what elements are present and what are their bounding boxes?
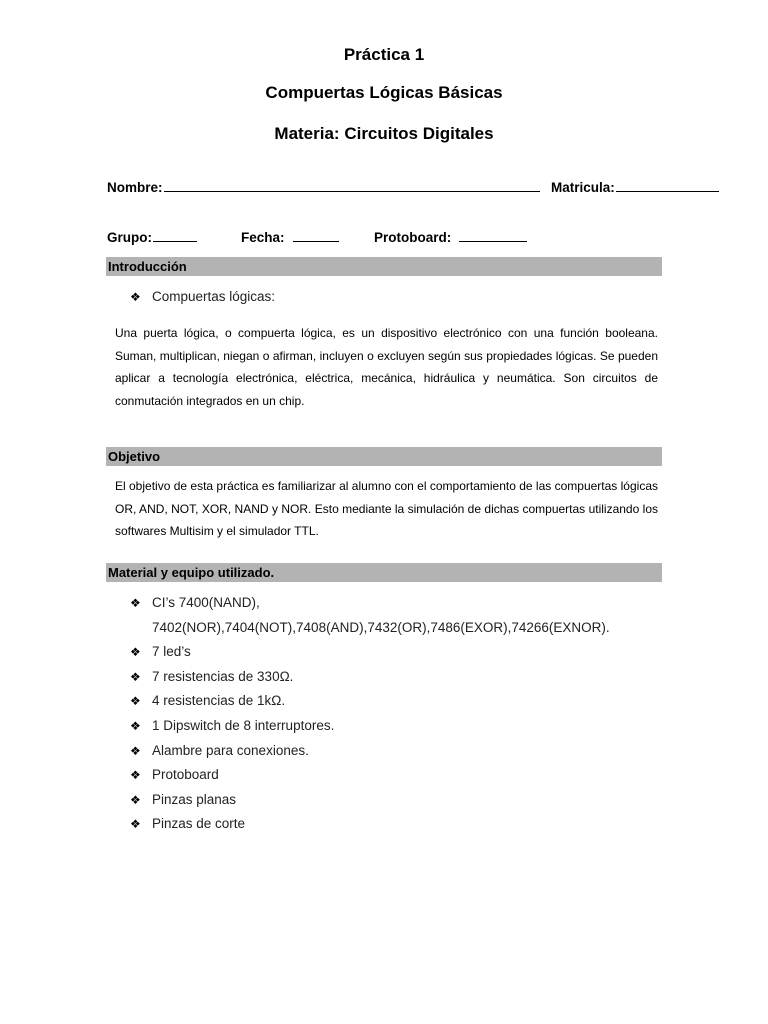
list-item: ❖ CI’s 7400(NAND), 7402(NOR),7404(NOT),7408(AND),7432(OR),7486(EXOR),74266(EXNOR). <box>130 591 610 640</box>
diamond-bullet-icon: ❖ <box>130 817 141 832</box>
protoboard-field <box>374 227 527 245</box>
matricula-field <box>551 177 719 195</box>
intro-paragraph: Una puerta lógica, o compuerta lógica, es un dispositivo electrónico con una función booleana. Suman, multiplican, niegan o afirman, incluyen o excluyen según sus propiedades lógicas. Se pueden aplicar a tecnología electrónica, eléctrica, mecánica, hidráulica y neumática. Son circuitos de conmutación integrados en un chip. <box>115 326 658 408</box>
name-label: Nombre: <box>107 180 163 195</box>
matricula-label: Matricula: <box>551 180 615 195</box>
diamond-bullet-icon: ❖ <box>130 792 141 807</box>
objective-paragraph: El objetivo de esta práctica es familiarizar al alumno con el comportamiento de las compuertas lógicas OR, AND, NOT, XOR, NAND y NOR. Esto mediante la simulación de dichas compuertas utilizando los softwares Multisim y el simulador TTL. <box>115 479 658 538</box>
group-label: Grupo: <box>107 230 152 245</box>
diamond-bullet-icon: ❖ <box>130 718 141 733</box>
protoboard-label: Protoboard: <box>374 230 452 245</box>
diamond-bullet-icon: ❖ <box>130 694 141 709</box>
list-item: ❖ 7 led’s <box>130 640 610 665</box>
name-field <box>107 177 540 195</box>
section-material: Material y equipo utilizado. <box>106 563 662 582</box>
list-item: ❖ Alambre para conexiones. <box>130 739 610 764</box>
diamond-bullet-icon: ❖ <box>130 768 141 783</box>
diamond-bullet-icon: ❖ <box>130 645 141 660</box>
material-list <box>130 591 610 837</box>
diamond-bullet-icon: ❖ <box>130 290 141 304</box>
list-item: ❖ Pinzas de corte <box>130 812 610 837</box>
page-subtitle: Compuertas Lógicas Básicas <box>265 83 503 102</box>
list-item: ❖ Protoboard <box>130 763 610 788</box>
matricula-blank[interactable] <box>616 177 719 192</box>
diamond-bullet-icon: ❖ <box>130 743 141 758</box>
intro-bullet-list <box>130 285 275 310</box>
diamond-bullet-icon: ❖ <box>130 669 141 684</box>
group-field <box>107 227 197 245</box>
date-blank[interactable] <box>293 227 339 242</box>
section-introduccion: Introducción <box>106 257 662 276</box>
date-label: Fecha: <box>241 230 285 245</box>
group-blank[interactable] <box>153 227 197 242</box>
list-item: ❖ 1 Dipswitch de 8 interruptores. <box>130 714 610 739</box>
date-field <box>241 227 339 245</box>
protoboard-blank[interactable] <box>459 227 527 242</box>
list-item: ❖ 7 resistencias de 330Ω. <box>130 665 610 690</box>
list-item: ❖ Pinzas planas <box>130 788 610 813</box>
subject-title: Materia: Circuitos Digitales <box>274 124 494 143</box>
list-item: ❖ Compuertas lógicas: <box>130 285 275 310</box>
list-item: ❖ 4 resistencias de 1kΩ. <box>130 689 610 714</box>
section-objetivo: Objetivo <box>106 447 662 466</box>
name-blank[interactable] <box>164 177 540 192</box>
diamond-bullet-icon: ❖ <box>130 596 141 610</box>
page-title: Práctica 1 <box>343 45 425 64</box>
list-item-continuation: 7402(NOR),7404(NOT),7408(AND),7432(OR),7486(EXOR),74266(EXNOR). <box>152 619 610 635</box>
